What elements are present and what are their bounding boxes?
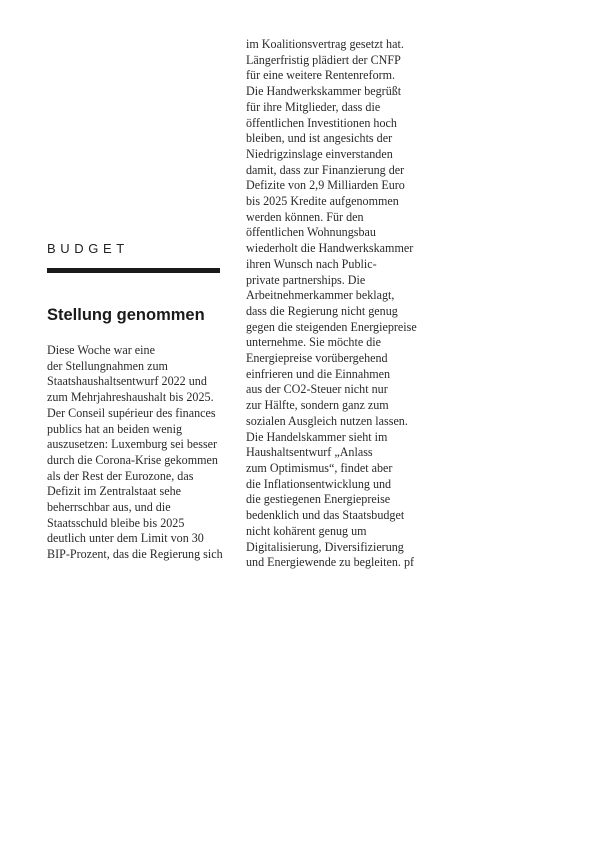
body-text-line: zum Optimismus“, findet aber	[246, 460, 393, 475]
body-text-line: beherrschbar aus, und die	[47, 500, 171, 515]
body-text-line: durch die Corona-Krise gekommen	[47, 452, 218, 467]
body-text-line: zur Hälfte, sondern ganz zum	[246, 398, 389, 413]
body-text-line: Der Conseil supérieur des finances	[47, 405, 216, 420]
body-text-line: die Inflationsentwicklung und	[246, 476, 392, 491]
body-text-line: ihren Wunsch nach Public-	[246, 256, 377, 271]
body-text-line: Niedrigzinslage einverstanden	[246, 146, 393, 161]
body-text-line: Arbeitnehmerkammer beklagt,	[246, 288, 395, 303]
body-text-line: für eine weitere Rentenreform.	[246, 68, 396, 83]
body-text-line: öffentlichen Investitionen hoch	[246, 115, 397, 130]
body-text-line: damit, dass zur Finanzierung der	[246, 162, 405, 177]
body-text-line: BIP-Prozent, das die Regierung sich	[47, 547, 223, 562]
body-text-line: öffentlichen Wohnungsbau	[246, 225, 376, 240]
body-text-line: Die Handelskammer sieht im	[246, 429, 388, 444]
body-text-line: für ihre Mitglieder, dass die	[246, 99, 381, 114]
body-text-line: zum Mehrjahreshaushalt bis 2025.	[47, 390, 214, 405]
article-body-left-column	[47, 343, 237, 563]
body-text-line: Defizit im Zentralstaat sehe	[47, 484, 181, 499]
body-text-line: einfrieren und die Einnahmen	[246, 366, 391, 381]
body-text-line: Energiepreise vorübergehend	[246, 351, 388, 366]
body-text-line: bedenklich und das Staatsbudget	[246, 508, 405, 523]
body-text-line: sozialen Ausgleich nutzen lassen.	[246, 413, 408, 428]
body-text-line: dass die Regierung nicht genug	[246, 303, 398, 318]
body-text-line: Haushaltsentwurf „Anlass	[246, 445, 373, 460]
body-text-line: als der Rest der Eurozone, das	[47, 468, 194, 483]
body-text-line: im Koalitionsvertrag gesetzt hat.	[246, 37, 404, 51]
body-text-line: werden können. Für den	[246, 209, 364, 224]
body-text-line: bis 2025 Kredite aufgenommen	[246, 194, 399, 209]
body-text-line: private partnerships. Die	[246, 272, 366, 287]
body-text-line: unternehme. Sie möchte die	[246, 335, 382, 350]
body-text-line: deutlich unter dem Limit von 30	[47, 531, 204, 546]
article-headline: Stellung genommen	[47, 306, 205, 324]
section-rule	[47, 268, 220, 273]
body-text-line: der Stellungnahmen zum	[47, 358, 168, 373]
body-text-line: publics hat an beiden wenig	[47, 421, 183, 436]
body-text-line: nicht kohärent genug um	[246, 523, 367, 538]
body-text-line: bleiben, und ist angesichts der	[246, 131, 393, 146]
body-text-line: Diese Woche war eine	[47, 343, 155, 357]
body-text-line: und Energiewende zu begleiten. pf	[246, 555, 415, 570]
body-text-line: wiederholt die Handwerkskammer	[246, 241, 414, 256]
body-text-line: gegen die steigenden Energiepreise	[246, 319, 417, 334]
body-text-line: Die Handwerkskammer begrüßt	[246, 84, 402, 99]
section-label: BUDGET	[47, 241, 129, 256]
body-text-line: Defizite von 2,9 Milliarden Euro	[246, 178, 405, 193]
body-text-line: Digitalisierung, Diversifizierung	[246, 539, 404, 554]
body-text-line: die gestiegenen Energiepreise	[246, 492, 391, 507]
body-text-line: Längerfristig plädiert der CNFP	[246, 52, 401, 67]
body-text-line: auszusetzen: Luxemburg sei besser	[47, 437, 218, 452]
article-body-right-column	[246, 37, 446, 571]
body-text-line: Staatsschuld bleibe bis 2025	[47, 515, 185, 530]
body-text-line: Staatshaushaltsentwurf 2022 und	[47, 374, 207, 389]
body-text-line: aus der CO2-Steuer nicht nur	[246, 382, 388, 397]
